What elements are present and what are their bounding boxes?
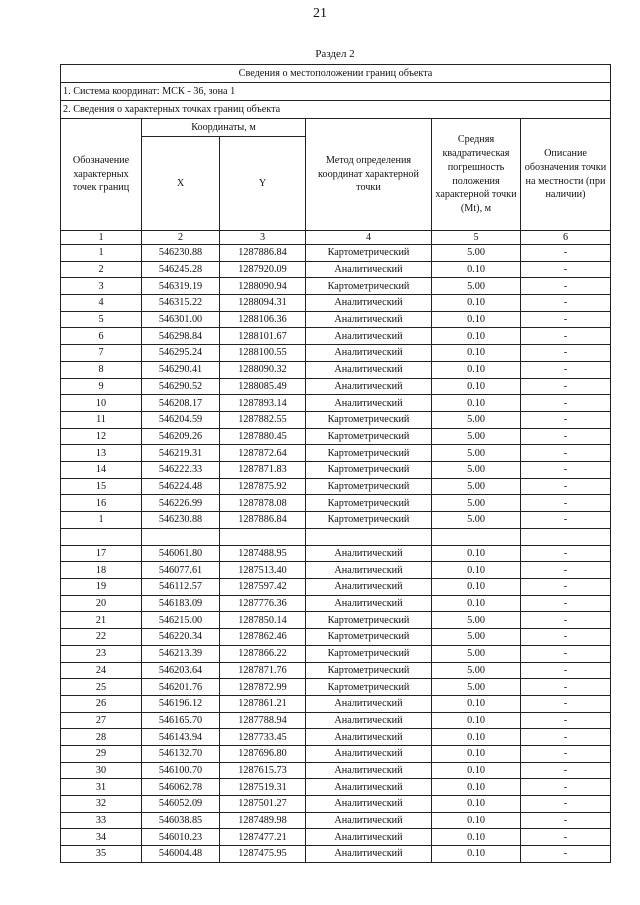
method-cell: Картометрический: [306, 428, 432, 445]
coord-y: 1287489.98: [220, 812, 306, 829]
coord-y: 1287488.95: [220, 545, 306, 562]
method-cell: Картометрический: [306, 445, 432, 462]
coord-y: 1287872.64: [220, 445, 306, 462]
coord-x: 546301.00: [142, 311, 220, 328]
table-row: [61, 762, 611, 779]
table-row: [61, 579, 611, 596]
coord-x: 546208.17: [142, 395, 220, 412]
accuracy-cell: 0.10: [432, 311, 521, 328]
coord-system: 1. Система координат: МСК - 36, зона 1: [61, 83, 611, 101]
empty-cell: [142, 528, 220, 545]
coord-y: 1287501.27: [220, 796, 306, 813]
accuracy-cell: 5.00: [432, 645, 521, 662]
coord-x: 546219.31: [142, 445, 220, 462]
method-cell: Картометрический: [306, 478, 432, 495]
coord-y: 1287597.42: [220, 579, 306, 596]
header-designation: Обозначение характерных точек границ: [61, 119, 142, 231]
accuracy-cell: 0.10: [432, 812, 521, 829]
description-cell: -: [521, 796, 611, 813]
coord-x: 546004.48: [142, 846, 220, 863]
accuracy-cell: 5.00: [432, 495, 521, 512]
coord-x: 546315.22: [142, 295, 220, 312]
coord-y: 1287886.84: [220, 245, 306, 262]
point-number: 20: [61, 595, 142, 612]
point-number: 31: [61, 779, 142, 796]
point-number: 30: [61, 762, 142, 779]
point-number: 24: [61, 662, 142, 679]
method-cell: Картометрический: [306, 495, 432, 512]
accuracy-cell: 0.10: [432, 345, 521, 362]
accuracy-cell: 0.10: [432, 328, 521, 345]
column-number: 3: [220, 231, 306, 245]
coord-x: 546112.57: [142, 579, 220, 596]
point-number: 3: [61, 278, 142, 295]
accuracy-cell: 0.10: [432, 712, 521, 729]
description-cell: -: [521, 428, 611, 445]
table-row: [61, 395, 611, 412]
accuracy-cell: 0.10: [432, 762, 521, 779]
method-cell: Картометрический: [306, 629, 432, 646]
accuracy-cell: 0.10: [432, 378, 521, 395]
table-row: [61, 311, 611, 328]
coord-y: 1287850.14: [220, 612, 306, 629]
method-cell: Аналитический: [306, 328, 432, 345]
table-row: [61, 612, 611, 629]
table-row: [61, 812, 611, 829]
empty-cell: [220, 528, 306, 545]
point-number: 14: [61, 461, 142, 478]
section-title: Раздел 2: [315, 48, 355, 60]
coord-y: 1287861.21: [220, 695, 306, 712]
table-row: [61, 645, 611, 662]
point-number: 1: [61, 245, 142, 262]
method-cell: Картометрический: [306, 612, 432, 629]
accuracy-cell: 5.00: [432, 461, 521, 478]
point-number: 15: [61, 478, 142, 495]
point-number: 4: [61, 295, 142, 312]
point-number: 9: [61, 378, 142, 395]
coord-x: 546165.70: [142, 712, 220, 729]
method-cell: Аналитический: [306, 562, 432, 579]
method-cell: Аналитический: [306, 829, 432, 846]
accuracy-cell: 5.00: [432, 245, 521, 262]
coord-y: 1288090.94: [220, 278, 306, 295]
method-cell: Аналитический: [306, 295, 432, 312]
description-cell: -: [521, 645, 611, 662]
method-cell: Картометрический: [306, 662, 432, 679]
coord-y: 1287866.22: [220, 645, 306, 662]
method-cell: Картометрический: [306, 645, 432, 662]
coord-y: 1287920.09: [220, 261, 306, 278]
header-description: Описание обозначения точки на местности (при наличии): [521, 119, 611, 231]
coord-x: 546230.88: [142, 512, 220, 529]
coord-x: 546052.09: [142, 796, 220, 813]
description-cell: -: [521, 478, 611, 495]
point-number: 27: [61, 712, 142, 729]
accuracy-cell: 0.10: [432, 562, 521, 579]
column-numbers-row: [61, 231, 611, 245]
point-number: 1: [61, 512, 142, 529]
coord-y: 1287519.31: [220, 779, 306, 796]
method-cell: Аналитический: [306, 712, 432, 729]
coord-y: 1287513.40: [220, 562, 306, 579]
coord-y: 1287886.84: [220, 512, 306, 529]
table-row: [61, 328, 611, 345]
point-number: 7: [61, 345, 142, 362]
description-cell: -: [521, 779, 611, 796]
table-row: [61, 428, 611, 445]
column-number: 2: [142, 231, 220, 245]
method-cell: Аналитический: [306, 595, 432, 612]
method-cell: Аналитический: [306, 796, 432, 813]
coord-x: 546143.94: [142, 729, 220, 746]
description-cell: -: [521, 378, 611, 395]
coord-y: 1287880.45: [220, 428, 306, 445]
description-cell: -: [521, 411, 611, 428]
accuracy-cell: 0.10: [432, 745, 521, 762]
coord-y: 1287477.21: [220, 829, 306, 846]
method-cell: Аналитический: [306, 779, 432, 796]
description-cell: -: [521, 295, 611, 312]
accuracy-cell: 5.00: [432, 679, 521, 696]
method-cell: Аналитический: [306, 311, 432, 328]
column-number: 5: [432, 231, 521, 245]
accuracy-cell: 5.00: [432, 662, 521, 679]
accuracy-cell: 5.00: [432, 629, 521, 646]
coord-x: 546061.80: [142, 545, 220, 562]
description-cell: -: [521, 261, 611, 278]
table-row: [61, 295, 611, 312]
description-cell: -: [521, 345, 611, 362]
table-row: [61, 445, 611, 462]
accuracy-cell: 0.10: [432, 295, 521, 312]
description-cell: -: [521, 729, 611, 746]
table-row: [61, 261, 611, 278]
accuracy-cell: 5.00: [432, 478, 521, 495]
coord-x: 546062.78: [142, 779, 220, 796]
coord-y: 1287893.14: [220, 395, 306, 412]
description-cell: -: [521, 445, 611, 462]
description-cell: -: [521, 679, 611, 696]
description-cell: -: [521, 745, 611, 762]
coord-x: 546100.70: [142, 762, 220, 779]
accuracy-cell: 0.10: [432, 796, 521, 813]
empty-cell: [306, 528, 432, 545]
description-cell: -: [521, 762, 611, 779]
coord-y: 1288100.55: [220, 345, 306, 362]
coord-x: 546010.23: [142, 829, 220, 846]
coord-y: 1288106.36: [220, 311, 306, 328]
description-cell: -: [521, 328, 611, 345]
method-cell: Картометрический: [306, 245, 432, 262]
method-cell: Картометрический: [306, 278, 432, 295]
accuracy-cell: 0.10: [432, 545, 521, 562]
accuracy-cell: 0.10: [432, 361, 521, 378]
method-cell: Аналитический: [306, 345, 432, 362]
accuracy-cell: 0.10: [432, 579, 521, 596]
column-number: 1: [61, 231, 142, 245]
method-cell: Картометрический: [306, 512, 432, 529]
point-number: 26: [61, 695, 142, 712]
table-row: [61, 495, 611, 512]
column-number: 4: [306, 231, 432, 245]
table-row: [61, 729, 611, 746]
coord-y: 1288090.32: [220, 361, 306, 378]
point-number: 18: [61, 562, 142, 579]
point-number: 33: [61, 812, 142, 829]
table-row: [61, 345, 611, 362]
header-x: X: [142, 137, 220, 231]
table-title: Сведения о местоположении границ объекта: [61, 65, 611, 83]
point-number: 32: [61, 796, 142, 813]
method-cell: Аналитический: [306, 729, 432, 746]
method-cell: Аналитический: [306, 579, 432, 596]
table-row: [61, 662, 611, 679]
method-cell: Аналитический: [306, 745, 432, 762]
coord-x: 546230.88: [142, 245, 220, 262]
table-row: [61, 695, 611, 712]
accuracy-cell: 5.00: [432, 612, 521, 629]
point-number: 16: [61, 495, 142, 512]
coord-y: 1287615.73: [220, 762, 306, 779]
coord-x: 546290.41: [142, 361, 220, 378]
table-row: [61, 796, 611, 813]
accuracy-cell: 0.10: [432, 595, 521, 612]
method-cell: Аналитический: [306, 846, 432, 863]
point-number: 2: [61, 261, 142, 278]
point-number: 25: [61, 679, 142, 696]
description-cell: -: [521, 829, 611, 846]
coord-x: 546077.61: [142, 562, 220, 579]
table-row: [61, 712, 611, 729]
points-heading: 2. Сведения о характерных точках границ объекта: [61, 101, 611, 119]
description-cell: -: [521, 495, 611, 512]
point-number: 22: [61, 629, 142, 646]
table-row: [61, 745, 611, 762]
coord-x: 546319.19: [142, 278, 220, 295]
boundary-coordinates-table: [60, 64, 611, 863]
point-number: 10: [61, 395, 142, 412]
description-cell: -: [521, 562, 611, 579]
accuracy-cell: 0.10: [432, 779, 521, 796]
table-row: [61, 245, 611, 262]
point-number: 28: [61, 729, 142, 746]
coord-y: 1288094.31: [220, 295, 306, 312]
description-cell: -: [521, 629, 611, 646]
header-method: Метод определения координат характерной точки: [306, 119, 432, 231]
accuracy-cell: 5.00: [432, 428, 521, 445]
method-cell: Картометрический: [306, 461, 432, 478]
coord-x: 546220.34: [142, 629, 220, 646]
header-coordinates: Координаты, м: [142, 119, 306, 137]
method-cell: Аналитический: [306, 695, 432, 712]
point-number: 8: [61, 361, 142, 378]
coord-y: 1287871.83: [220, 461, 306, 478]
point-number: 5: [61, 311, 142, 328]
coord-x: 546222.33: [142, 461, 220, 478]
description-cell: -: [521, 461, 611, 478]
point-number: 34: [61, 829, 142, 846]
coord-y: 1287696.80: [220, 745, 306, 762]
coord-x: 546209.26: [142, 428, 220, 445]
table-title-row: [61, 65, 611, 83]
table-row: [61, 846, 611, 863]
table-row: [61, 595, 611, 612]
point-number: 11: [61, 411, 142, 428]
description-cell: -: [521, 278, 611, 295]
description-cell: -: [521, 846, 611, 863]
method-cell: Аналитический: [306, 812, 432, 829]
accuracy-cell: 0.10: [432, 846, 521, 863]
coord-x: 546203.64: [142, 662, 220, 679]
point-number: 29: [61, 745, 142, 762]
coord-y: 1287862.46: [220, 629, 306, 646]
coord-y: 1287475.95: [220, 846, 306, 863]
table-row: [61, 545, 611, 562]
coord-x: 546132.70: [142, 745, 220, 762]
table-row: [61, 411, 611, 428]
table-row: [61, 562, 611, 579]
accuracy-cell: 5.00: [432, 411, 521, 428]
description-cell: -: [521, 245, 611, 262]
coord-y: 1287872.99: [220, 679, 306, 696]
method-cell: Картометрический: [306, 679, 432, 696]
coord-y: 1287878.08: [220, 495, 306, 512]
method-cell: Аналитический: [306, 261, 432, 278]
accuracy-cell: 5.00: [432, 512, 521, 529]
coord-x: 546215.00: [142, 612, 220, 629]
coord-y: 1287788.94: [220, 712, 306, 729]
coord-x: 546295.24: [142, 345, 220, 362]
coord-x: 546204.59: [142, 411, 220, 428]
table-row: [61, 629, 611, 646]
point-number: 6: [61, 328, 142, 345]
table-row: [61, 779, 611, 796]
description-cell: -: [521, 662, 611, 679]
point-number: 13: [61, 445, 142, 462]
method-cell: Аналитический: [306, 361, 432, 378]
coord-y: 1287882.55: [220, 411, 306, 428]
empty-cell: [61, 528, 142, 545]
coord-y: 1287776.36: [220, 595, 306, 612]
coord-x: 546245.28: [142, 261, 220, 278]
description-cell: -: [521, 545, 611, 562]
table-row: [61, 829, 611, 846]
point-number: 17: [61, 545, 142, 562]
coord-y: 1287733.45: [220, 729, 306, 746]
empty-cell: [521, 528, 611, 545]
method-cell: Аналитический: [306, 762, 432, 779]
description-cell: -: [521, 512, 611, 529]
table-row: [61, 378, 611, 395]
table-row: [61, 679, 611, 696]
accuracy-cell: 0.10: [432, 261, 521, 278]
method-cell: Аналитический: [306, 545, 432, 562]
page-number: 21: [313, 6, 327, 21]
method-cell: Аналитический: [306, 395, 432, 412]
coord-x: 546201.76: [142, 679, 220, 696]
description-cell: -: [521, 579, 611, 596]
accuracy-cell: 0.10: [432, 395, 521, 412]
table-row: [61, 512, 611, 529]
coord-y: 1287871.76: [220, 662, 306, 679]
coord-y: 1288101.67: [220, 328, 306, 345]
coord-x: 546224.48: [142, 478, 220, 495]
point-number: 21: [61, 612, 142, 629]
table-row: [61, 478, 611, 495]
method-cell: Картометрический: [306, 411, 432, 428]
accuracy-cell: 0.10: [432, 829, 521, 846]
description-cell: -: [521, 311, 611, 328]
method-cell: Аналитический: [306, 378, 432, 395]
points-heading-row: [61, 101, 611, 119]
coord-x: 546038.85: [142, 812, 220, 829]
description-cell: -: [521, 595, 611, 612]
accuracy-cell: 5.00: [432, 445, 521, 462]
coord-y: 1288085.49: [220, 378, 306, 395]
coord-x: 546183.09: [142, 595, 220, 612]
table-row: [61, 461, 611, 478]
accuracy-cell: 0.10: [432, 729, 521, 746]
accuracy-cell: 0.10: [432, 695, 521, 712]
header-y: Y: [220, 137, 306, 231]
description-cell: -: [521, 812, 611, 829]
header-accuracy: Средняя квадратическая погрешность положения характерной точки (Mt), м: [432, 119, 521, 231]
coord-system-row: [61, 83, 611, 101]
point-number: 19: [61, 579, 142, 596]
coord-x: 546213.39: [142, 645, 220, 662]
description-cell: -: [521, 395, 611, 412]
header-row-1: [61, 119, 611, 137]
column-number: 6: [521, 231, 611, 245]
coord-x: 546298.84: [142, 328, 220, 345]
accuracy-cell: 5.00: [432, 278, 521, 295]
description-cell: -: [521, 361, 611, 378]
separator-row: [61, 528, 611, 545]
table-row: [61, 361, 611, 378]
point-number: 35: [61, 846, 142, 863]
description-cell: -: [521, 695, 611, 712]
point-number: 12: [61, 428, 142, 445]
description-cell: -: [521, 712, 611, 729]
coord-x: 546290.52: [142, 378, 220, 395]
point-number: 23: [61, 645, 142, 662]
description-cell: -: [521, 612, 611, 629]
empty-cell: [432, 528, 521, 545]
coord-x: 546196.12: [142, 695, 220, 712]
coord-y: 1287875.92: [220, 478, 306, 495]
table-row: [61, 278, 611, 295]
coord-x: 546226.99: [142, 495, 220, 512]
